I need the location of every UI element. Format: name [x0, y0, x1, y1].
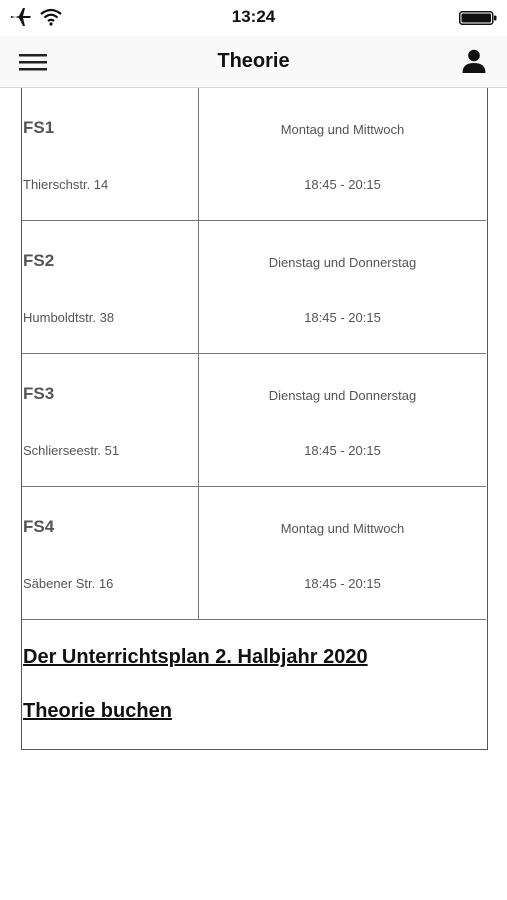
schedule-cell: [199, 221, 486, 354]
course-days: Montag und Mittwoch: [280, 122, 405, 137]
course-days: Dienstag und Donnerstag: [268, 388, 417, 403]
location-cell: [22, 221, 199, 354]
table-row: [22, 354, 486, 487]
schedule-cell: [199, 88, 486, 221]
clock: 13:24: [231, 7, 276, 26]
book-theory-link[interactable]: Theorie buchen: [23, 700, 172, 722]
navigation-bar: [0, 36, 507, 88]
curriculum-plan-link[interactable]: Der Unterrichtsplan 2. Halbjahr 2020: [23, 646, 368, 668]
battery-icon: [459, 11, 497, 25]
location-address: Thierschstr. 14: [23, 177, 109, 192]
location-code: FS2: [23, 251, 55, 270]
course-days: Dienstag und Donnerstag: [268, 255, 417, 270]
location-address: Säbener Str. 16: [23, 576, 114, 591]
location-code: FS1: [23, 118, 55, 137]
location-cell: [22, 88, 199, 221]
table-row: [22, 88, 486, 221]
course-time: 18:45 - 20:15: [304, 576, 381, 591]
schedule-table: [21, 88, 488, 750]
location-address: Humboldtstr. 38: [23, 310, 115, 325]
location-cell: [22, 487, 199, 620]
location-code: FS4: [23, 517, 55, 536]
location-cell: [22, 354, 199, 487]
course-time: 18:45 - 20:15: [304, 443, 381, 458]
schedule-cell: [199, 354, 486, 487]
course-time: 18:45 - 20:15: [304, 310, 381, 325]
table-row: [22, 221, 486, 354]
table-row: [22, 487, 486, 620]
schedule-cell: [199, 487, 486, 620]
page-title: Theorie: [217, 50, 290, 72]
course-days: Montag und Mittwoch: [280, 521, 405, 536]
location-code: FS3: [23, 384, 55, 403]
course-time: 18:45 - 20:15: [304, 177, 381, 192]
status-bar: [0, 0, 507, 36]
user-profile-icon[interactable]: [461, 48, 487, 74]
location-address: Schlierseestr. 51: [23, 443, 120, 458]
